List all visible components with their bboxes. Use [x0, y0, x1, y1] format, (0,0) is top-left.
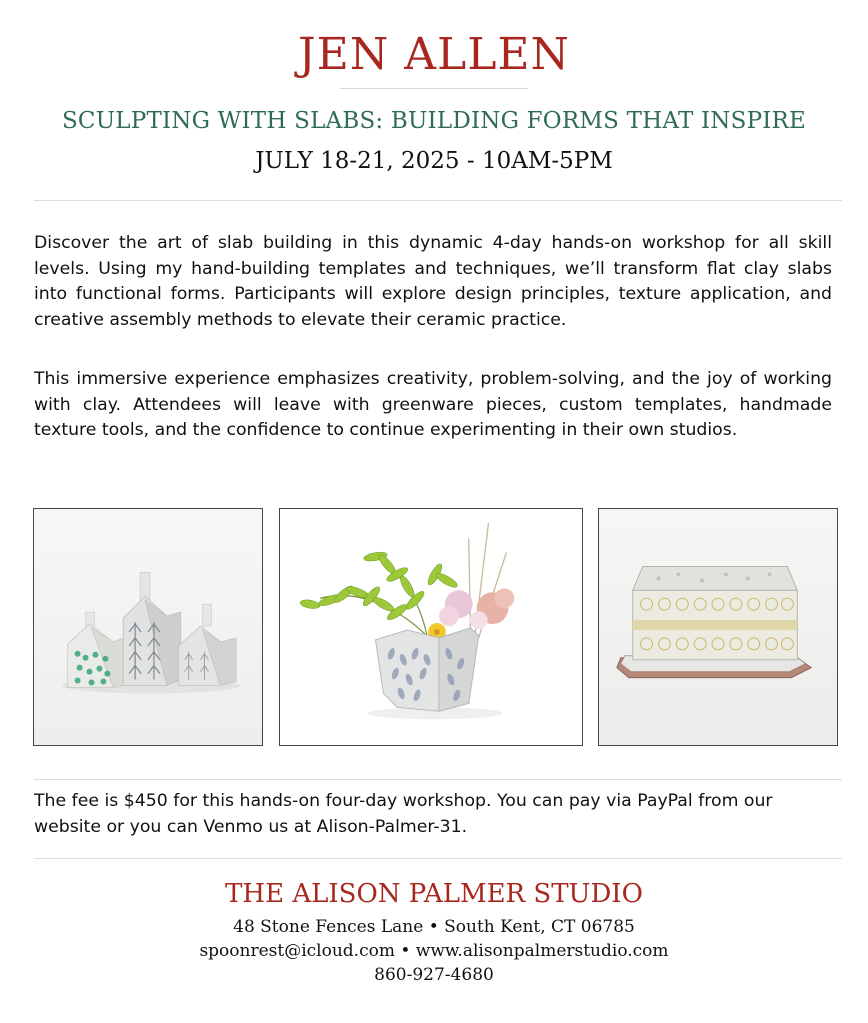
studio-address: 48 Stone Fences Lane • South Kent, CT 06785: [233, 917, 635, 937]
workshop-dates: JULY 18-21, 2025 - 10AM-5PM: [255, 148, 613, 174]
artist-name: JEN ALLEN: [297, 29, 571, 80]
description-paragraph-1: Discover the art of slab building in this dynamic 4-day hands-on workshop for all skill levels. Using my hand-building templates and techniques, we’ll transform flat clay slabs into functional forms. Participants will explore design principles, texture application, and creative assembly methods to elevate their ceramic practice.: [34, 233, 832, 330]
house-dish-image: [599, 509, 837, 745]
description-paragraph-2: This immersive experience emphasizes creativity, problem-solving, and the joy of working with clay. Attendees will leave with greenware pieces, custom templates, handmade texture tools, and the confidence to continue experimenting in their own studios.: [34, 369, 832, 440]
divider-middle: [34, 779, 842, 780]
flower-vase-image: [280, 509, 582, 745]
photo-house-dish: [598, 508, 838, 746]
studio-email-website: spoonrest@icloud.com • www.alisonpalmerstudio.com: [199, 941, 669, 961]
title-underline: [340, 88, 528, 89]
fee-text: The fee is $450 for this hands-on four-day workshop. You can pay via PayPal from our website or you can Venmo us at Alison-Palmer-31.: [34, 791, 773, 837]
photo-flower-vase: [279, 508, 583, 746]
workshop-title: SCULPTING WITH SLABS: BUILDING FORMS THAT INSPIRE: [61, 108, 807, 134]
house-bottles-image: [34, 509, 262, 745]
divider-top: [34, 200, 842, 201]
house-lid: [633, 567, 798, 660]
studio-phone: 860-927-4680: [374, 965, 494, 985]
photo-house-bottles: [33, 508, 263, 746]
faceted-vase: [375, 628, 478, 711]
divider-bottom: [34, 858, 842, 859]
studio-name: THE ALISON PALMER STUDIO: [225, 879, 643, 909]
